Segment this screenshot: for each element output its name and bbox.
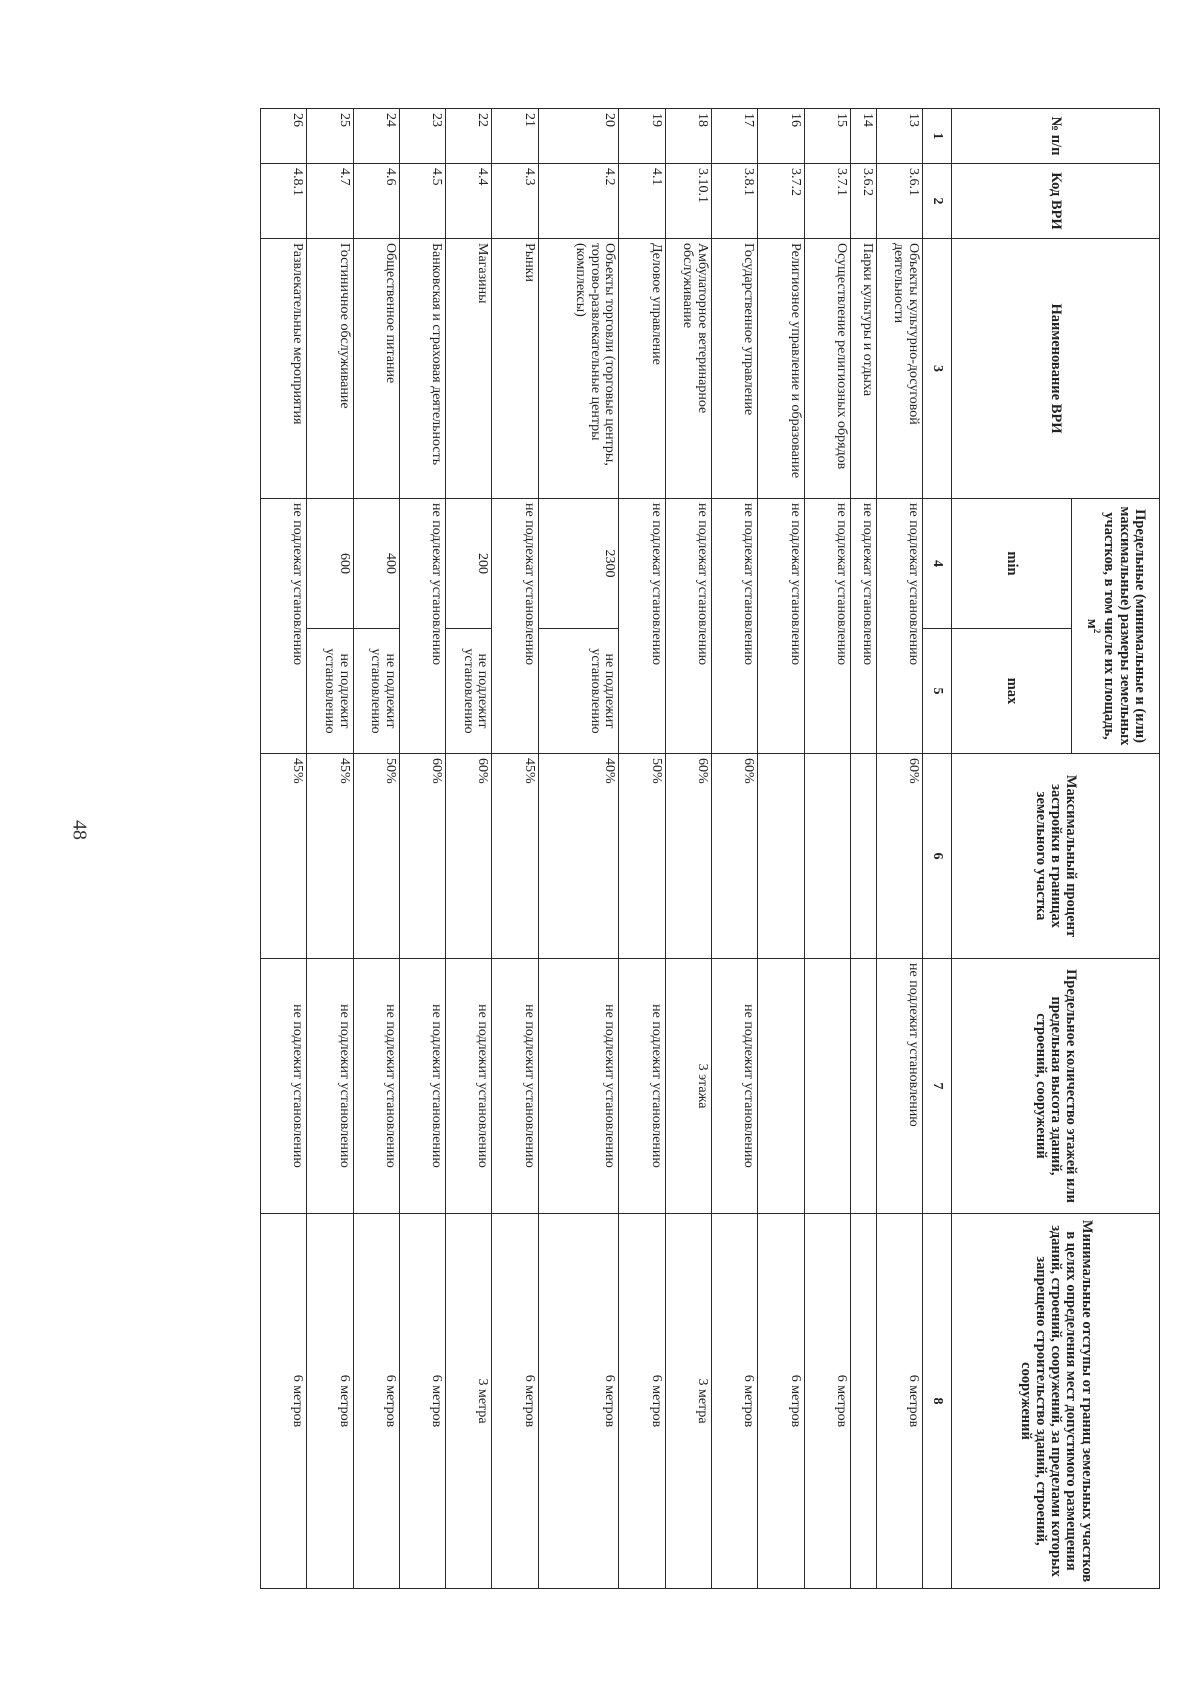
table-row [804,109,850,1589]
col-number: 7 [922,959,951,1214]
row-percent: 45% [492,754,538,959]
row-name: Деловое управление [619,239,665,499]
row-floors: не подлежит установлению [876,959,922,1214]
row-max: не подлежит установлению [538,629,619,754]
row-setback: 6 метров [353,1214,399,1589]
row-code: 3.10.1 [665,164,711,239]
header-max: max [952,629,1072,754]
row-setback: 6 метров [492,1214,538,1589]
row-name: Общественное питание [353,239,399,499]
row-code: 4.3 [492,164,538,239]
row-percent [758,754,804,959]
row-size: не подлежат установлению [665,499,711,754]
rotated-table-container [260,108,1160,1588]
table-row [876,109,922,1589]
row-code: 4.8.1 [261,164,307,239]
row-size: не подлежат установлению [492,499,538,754]
row-code: 4.2 [538,164,619,239]
row-name: Государственное управление [712,239,758,499]
table-row [446,109,492,1589]
row-setback: 6 метров [619,1214,665,1589]
header-setbacks: Минимальные отступы от границ земельных участков в целях определения мест допустимого размещения зданий, строений, сооружений, за пределами которых запрещено строительство зданий, строений, сооружений [952,1214,1160,1589]
row-setback: 6 метров [712,1214,758,1589]
row-setback: 6 метров [758,1214,804,1589]
row-code: 4.5 [399,164,445,239]
header-code: Код ВРИ [952,164,1160,239]
row-setback: 6 метров [538,1214,619,1589]
row-code: 3.6.2 [850,164,876,239]
row-size: не подлежат установлению [261,499,307,754]
row-code: 3.6.1 [876,164,922,239]
header-build-percent: Максимальный процент застройки в границах земельного участка [952,754,1160,959]
row-percent: 60% [399,754,445,959]
row-floors: не подлежит установлению [261,959,307,1214]
table-row [758,109,804,1589]
header-name: Наименование ВРИ [952,239,1160,499]
row-name: Гостиничное обслуживание [307,239,353,499]
row-number: 13 [876,109,922,164]
row-code: 3.7.1 [804,164,850,239]
col-number: 1 [922,109,951,164]
row-floors [758,959,804,1214]
col-number: 6 [922,754,951,959]
row-percent: 45% [307,754,353,959]
regulations-table [260,108,1160,1589]
row-number: 23 [399,109,445,164]
header-number: № п/п [952,109,1160,164]
row-number: 21 [492,109,538,164]
row-percent [804,754,850,959]
row-setback [850,1214,876,1589]
col-number: 2 [922,164,951,239]
header-plot-size [1072,499,1160,754]
row-size: не подлежат установлению [804,499,850,754]
row-min: 200 [446,499,492,629]
header-floors: Предельное количество этажей или предельная высота зданий, строений, сооружений [952,959,1160,1214]
row-name: Объекты культурно-досуговой деятельности [876,239,922,499]
row-max: не подлежит установлению [446,629,492,754]
row-floors: не подлежит установлению [492,959,538,1214]
row-number: 16 [758,109,804,164]
row-code: 4.1 [619,164,665,239]
col-number: 4 [922,499,951,629]
row-size: не подлежат установлению [758,499,804,754]
row-setback: 6 метров [399,1214,445,1589]
row-floors: не подлежит установлению [712,959,758,1214]
row-setback: 6 метров [307,1214,353,1589]
row-setback: 6 метров [804,1214,850,1589]
row-name: Развлекательные мероприятия [261,239,307,499]
row-floors [804,959,850,1214]
row-name: Осуществление религиозных обрядов [804,239,850,499]
row-size: не подлежат установлению [712,499,758,754]
row-name: Религиозное управление и образование [758,239,804,499]
row-number: 20 [538,109,619,164]
row-code: 4.4 [446,164,492,239]
row-number: 17 [712,109,758,164]
table-row [538,109,619,1589]
row-setback: 6 метров [876,1214,922,1589]
row-setback: 6 метров [261,1214,307,1589]
row-percent [850,754,876,959]
table-row [399,109,445,1589]
row-name: Рынки [492,239,538,499]
row-floors: 3 этажа [665,959,711,1214]
row-size: не подлежат установлению [876,499,922,754]
row-max: не подлежит установлению [307,629,353,754]
row-floors: не подлежит установлению [399,959,445,1214]
table-row [712,109,758,1589]
col-number: 8 [922,1214,951,1589]
page-number: 48 [68,820,91,840]
header-min: min [952,499,1072,629]
row-floors: не подлежит установлению [619,959,665,1214]
table-row [353,109,399,1589]
row-name: Магазины [446,239,492,499]
row-number: 19 [619,109,665,164]
row-percent: 50% [619,754,665,959]
header-plot-size-text: Предельные (минимальные и (или) максимальные) размеры земельных участков, в том числе их площадь, м [1084,506,1148,746]
row-percent: 60% [876,754,922,959]
table-row [665,109,711,1589]
row-number: 14 [850,109,876,164]
row-floors: не подлежит установлению [446,959,492,1214]
row-name: Амбулаторное ветеринарное обслуживание [665,239,711,499]
row-min: 400 [353,499,399,629]
row-percent: 45% [261,754,307,959]
row-number: 26 [261,109,307,164]
row-percent: 60% [446,754,492,959]
table-row [850,109,876,1589]
row-max: не подлежит установлению [353,629,399,754]
row-size: не подлежат установлению [619,499,665,754]
row-percent: 40% [538,754,619,959]
row-percent: 50% [353,754,399,959]
row-floors: не подлежит установлению [538,959,619,1214]
row-percent: 60% [665,754,711,959]
header-plot-size-sup: 2 [1092,628,1103,634]
row-code: 3.7.2 [758,164,804,239]
table-row [307,109,353,1589]
col-number: 5 [922,629,951,754]
row-number: 15 [804,109,850,164]
row-floors [850,959,876,1214]
table-row [619,109,665,1589]
row-setback: 3 метра [665,1214,711,1589]
row-code: 3.8.1 [712,164,758,239]
row-floors: не подлежит установлению [353,959,399,1214]
column-numbers-row [922,109,951,1589]
row-number: 18 [665,109,711,164]
row-name: Банковская и страховая деятельность [399,239,445,499]
row-min: 600 [307,499,353,629]
row-code: 4.7 [307,164,353,239]
row-size: не подлежат установлению [399,499,445,754]
row-code: 4.6 [353,164,399,239]
row-name: Объекты торговли (торговые центры, торгово-развлекательные центры (комплексы) [538,239,619,499]
row-size: не подлежат установлению [850,499,876,754]
table-row [492,109,538,1589]
row-setback: 3 метра [446,1214,492,1589]
row-min: 2300 [538,499,619,629]
row-floors: не подлежит установлению [307,959,353,1214]
row-percent: 60% [712,754,758,959]
row-number: 24 [353,109,399,164]
row-number: 25 [307,109,353,164]
table-row [261,109,307,1589]
row-number: 22 [446,109,492,164]
col-number: 3 [922,239,951,499]
row-name: Парки культуры и отдыха [850,239,876,499]
